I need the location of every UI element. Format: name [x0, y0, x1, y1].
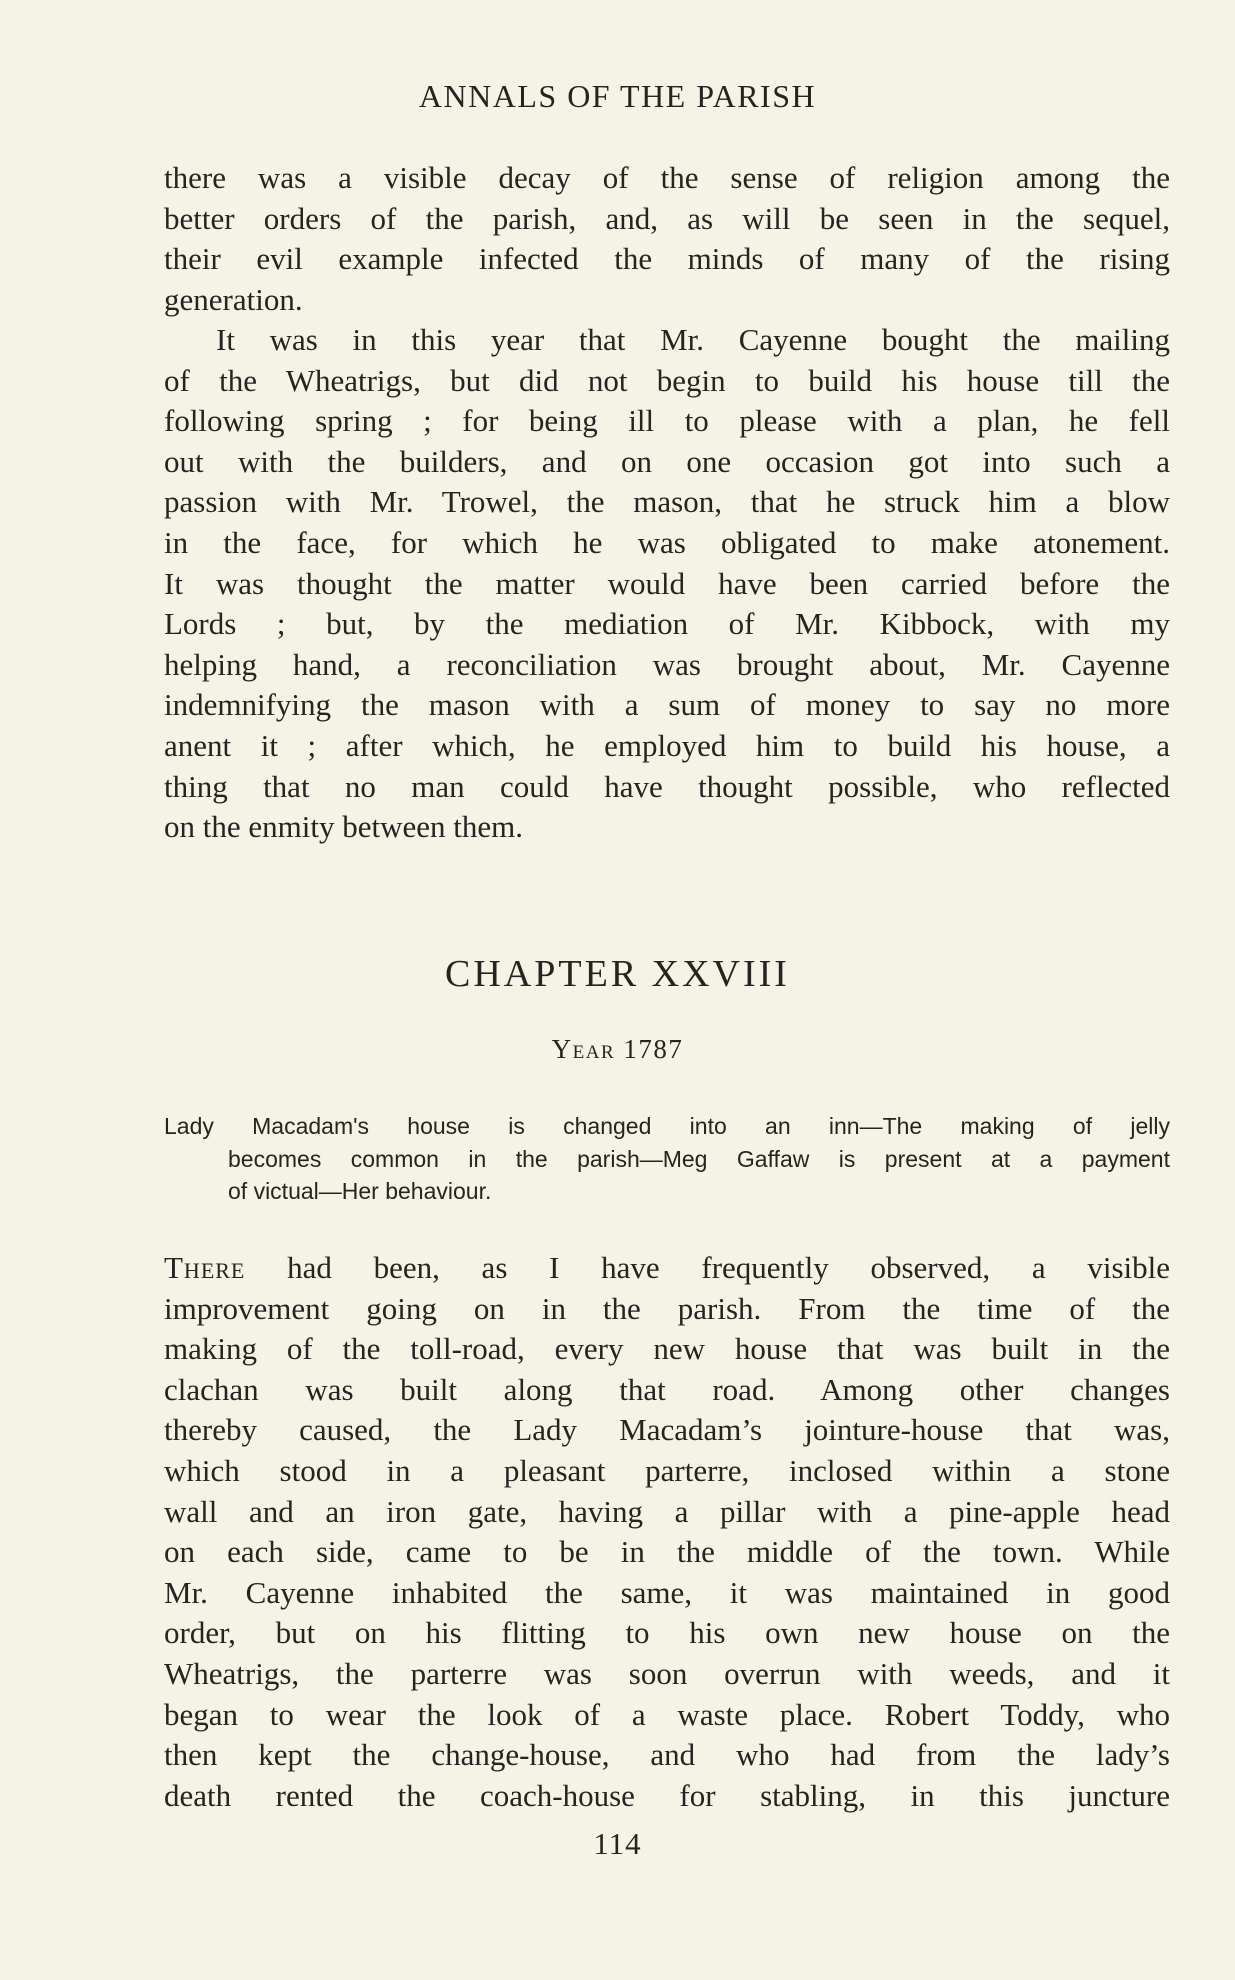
text-line: following spring ; for being ill to please with a plan, he fell [164, 403, 1170, 439]
chapter-argument [164, 1110, 1170, 1208]
paragraph-continued [164, 158, 1170, 320]
text-line: thereby caused, the Lady Macadam’s jointure-house that was, [164, 1412, 1170, 1448]
text-line: then kept the change-house, and who had from the lady’s [164, 1737, 1170, 1773]
chapter-year: Year 1787 [551, 1034, 684, 1064]
text-line: death rented the coach-house for stabling, in this juncture [164, 1777, 1170, 1813]
page-number: 114 [593, 1826, 642, 1861]
text-line: wall and an iron gate, having a pillar with a pine-apple head [164, 1493, 1170, 1529]
text-line: order, but on his flitting to his own new house on the [164, 1615, 1170, 1651]
text-line: improvement going on in the parish. From the time of the [164, 1290, 1170, 1326]
text-line: which stood in a pleasant parterre, inclosed within a stone [164, 1452, 1170, 1488]
text-line: Lords ; but, by the mediation of Mr. Kibbock, with my [164, 606, 1170, 642]
running-head: ANNALS OF THE PARISH [418, 78, 817, 114]
argument-line: of victual—Her behaviour. [228, 1178, 492, 1204]
text-line: helping hand, a reconciliation was brought about, Mr. Cayenne [164, 646, 1170, 682]
opening-word: There [164, 1250, 246, 1285]
argument-line: becomes common in the parish—Meg Gaffaw is present at a payment [228, 1145, 1170, 1172]
text-line: It was in this year that Mr. Cayenne bought the mailing [216, 322, 1170, 357]
text-line: their evil example infected the minds of many of the rising [164, 241, 1170, 277]
text-line: thing that no man could have thought possible, who reflected [164, 768, 1170, 804]
opening-line-rest: had been, as I have frequently observed, a visible [245, 1250, 1170, 1285]
argument-line: Lady Macadam's house is changed into an inn—The making of jelly [164, 1113, 1170, 1139]
text-line: indemnifying the mason with a sum of money to say no more [164, 687, 1170, 723]
text-line: Wheatrigs, the parterre was soon overrun with weeds, and it [164, 1655, 1170, 1691]
text-line: of the Wheatrigs, but did not begin to build his house till the [164, 362, 1170, 398]
text-line: in the face, for which he was obligated to make atonement. [164, 524, 1170, 560]
text-line: out with the builders, and on one occasion got into such a [164, 443, 1170, 479]
text-line: making of the toll-road, every new house that was built in the [164, 1331, 1170, 1367]
text-line: generation. [164, 281, 303, 317]
text-line [164, 1248, 1170, 1289]
text-line: on each side, came to be in the middle of the town. While [164, 1534, 1170, 1570]
text-line: Mr. Cayenne inhabited the same, it was maintained in good [164, 1574, 1170, 1610]
text-line: passion with Mr. Trowel, the mason, that he struck him a blow [164, 484, 1170, 520]
paragraph-chapter-opening [164, 1248, 1170, 1816]
chapter-title: CHAPTER XXVIII [445, 953, 790, 995]
text-line: clachan was built along that road. Among other changes [164, 1371, 1170, 1407]
text-line: began to wear the look of a waste place. Robert Toddy, who [164, 1696, 1170, 1732]
text-line: better orders of the parish, and, as will be seen in the sequel, [164, 200, 1170, 236]
text-line: It was thought the matter would have been carried before the [164, 565, 1170, 601]
text-line: on the enmity between them. [164, 809, 523, 845]
paragraph-cayenne [164, 320, 1170, 848]
text-line: there was a visible decay of the sense of religion among the [164, 160, 1170, 195]
text-line: anent it ; after which, he employed him to build his house, a [164, 727, 1170, 763]
